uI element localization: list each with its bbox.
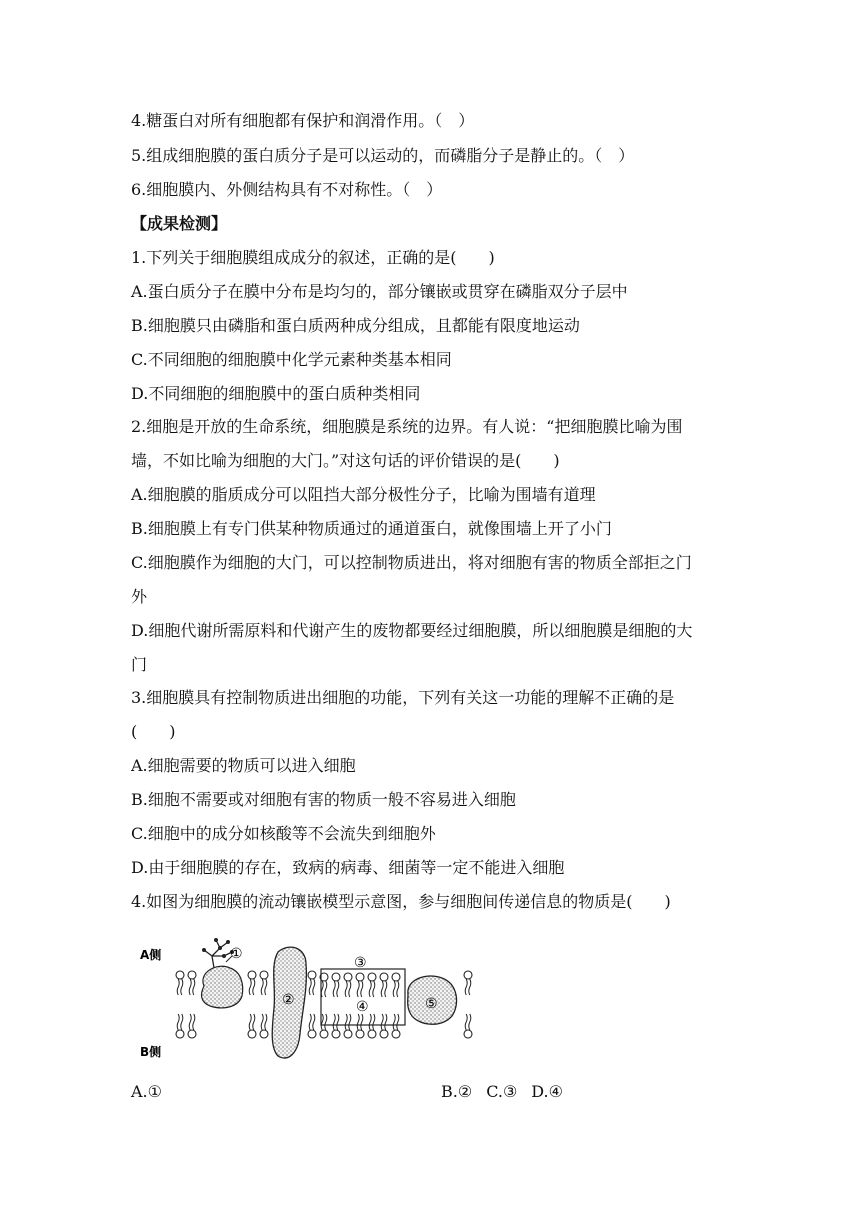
q2-stem-line-2: 墙，不如比喻为细胞的大门。”对这句话的评价错误的是( ) xyxy=(131,451,560,470)
phospholipid-head xyxy=(248,1030,256,1038)
q4-stem: 4.如图为细胞膜的流动镶嵌模型示意图，参与细胞间传递信息的物质是( ) xyxy=(131,892,671,911)
phospholipid-tail xyxy=(177,979,179,995)
phospholipid-tail xyxy=(397,981,399,997)
phospholipid-head xyxy=(392,973,400,981)
phospholipid-tail xyxy=(349,981,351,997)
phospholipid-tail xyxy=(369,1014,371,1030)
phospholipid-tail xyxy=(357,1014,359,1030)
phospholipid-head xyxy=(368,1030,376,1038)
phospholipid-tail xyxy=(381,1014,383,1030)
q1-option-b: B.细胞膜只由磷脂和蛋白质两种成分组成，且都能有限度地运动 xyxy=(131,316,580,335)
phospholipid-head xyxy=(368,973,376,981)
side-b-label: B侧 xyxy=(140,1045,162,1059)
phospholipid-tail xyxy=(337,1014,339,1030)
q1-stem: 1.下列关于细胞膜组成成分的叙述，正确的是( ) xyxy=(131,248,495,267)
phospholipid-tail xyxy=(313,1014,315,1030)
phospholipid-head xyxy=(188,971,196,979)
side-a-label: A侧 xyxy=(140,948,162,962)
phospholipid-tail xyxy=(469,1014,471,1030)
phospholipid-head xyxy=(380,1030,388,1038)
phospholipid-tail xyxy=(265,979,267,995)
q4-option-d: D.④ xyxy=(531,1082,563,1101)
phospholipid-tail xyxy=(181,1014,183,1030)
phospholipid-head xyxy=(320,1030,328,1038)
phospholipid-tail xyxy=(465,979,467,995)
phospholipid-head xyxy=(332,973,340,981)
q4-options-bcd xyxy=(441,1082,577,1102)
phospholipid-tail xyxy=(181,979,183,995)
phospholipid-tail xyxy=(381,981,383,997)
q2-option-c-cont: 外 xyxy=(131,587,148,606)
q4-option-c: C.③ xyxy=(486,1082,518,1101)
label-2: ② xyxy=(282,992,295,1008)
q3-stem-line-2: ( ) xyxy=(131,722,176,741)
q3-option-d: D.由于细胞膜的存在，致病的病毒、细菌等一定不能进入细胞 xyxy=(131,858,565,877)
phospholipid-tail xyxy=(253,979,255,995)
phospholipid-tail xyxy=(333,981,335,997)
phospholipid-tail xyxy=(249,1014,251,1030)
phospholipid-head xyxy=(464,1030,472,1038)
label-3: ③ xyxy=(354,955,367,971)
phospholipid-head xyxy=(344,973,352,981)
statement-6: 6.细胞膜内、外侧结构具有不对称性。（ ） xyxy=(131,180,443,199)
phospholipid-tail xyxy=(309,979,311,995)
q3-option-c: C.细胞中的成分如核酸等不会流失到细胞外 xyxy=(131,824,436,843)
phospholipid-tail xyxy=(345,1014,347,1030)
q1-option-c: C.不同细胞的细胞膜中化学元素种类基本相同 xyxy=(131,350,452,369)
phospholipid-head xyxy=(344,1030,352,1038)
phospholipid-tail xyxy=(309,1014,311,1030)
q2-option-c: C.细胞膜作为细胞的大门，可以控制物质进出，将对细胞有害的物质全部拒之门 xyxy=(131,553,692,572)
statement-4: 4.糖蛋白对所有细胞都有保护和润滑作用。（ ） xyxy=(131,111,475,130)
phospholipid-tail xyxy=(369,981,371,997)
q2-stem-line-1: 2.细胞是开放的生命系统，细胞膜是系统的边界。有人说：“把细胞膜比喻为围 xyxy=(131,417,683,436)
q4-option-a: A.① xyxy=(131,1082,162,1101)
q1-option-a: A.蛋白质分子在膜中分布是均匀的，部分镶嵌或贯穿在磷脂双分子层中 xyxy=(131,282,628,301)
phospholipid-tail xyxy=(465,1014,467,1030)
phospholipid-tail xyxy=(397,1014,399,1030)
statement-5: 5.组成细胞膜的蛋白质分子是可以运动的，而磷脂分子是静止的。（ ） xyxy=(131,146,635,165)
label-5: ⑤ xyxy=(425,996,438,1012)
phospholipid-tail xyxy=(261,979,263,995)
phospholipid-head xyxy=(380,973,388,981)
q2-option-d: D.细胞代谢所需原料和代谢产生的废物都要经过细胞膜，所以细胞膜是细胞的大 xyxy=(131,621,693,640)
phospholipid-head xyxy=(356,1030,364,1038)
section-title: 【成果检测】 xyxy=(131,214,228,233)
phospholipid-head xyxy=(176,1030,184,1038)
q3-stem-line-1: 3.细胞膜具有控制物质进出细胞的功能，下列有关这一功能的理解不正确的是 xyxy=(131,688,675,707)
label-1: ① xyxy=(230,946,243,962)
phospholipid-head xyxy=(332,1030,340,1038)
phospholipid-tail xyxy=(393,1014,395,1030)
q4-option-b: B.② xyxy=(441,1082,473,1101)
phospholipid-tail xyxy=(265,1014,267,1030)
phospholipid-tail xyxy=(325,1014,327,1030)
phospholipid-tail xyxy=(393,981,395,997)
phospholipid-tail xyxy=(325,981,327,997)
phospholipid-tail xyxy=(385,981,387,997)
phospholipid-tail xyxy=(345,981,347,997)
phospholipid-tail xyxy=(385,1014,387,1030)
phospholipid-head xyxy=(356,973,364,981)
phospholipid-tail xyxy=(261,1014,263,1030)
phospholipid-head xyxy=(260,1030,268,1038)
phospholipid-tail xyxy=(337,981,339,997)
phospholipid-head xyxy=(248,971,256,979)
phospholipid-tail xyxy=(189,979,191,995)
phospholipid-tail xyxy=(193,979,195,995)
phospholipid-tail xyxy=(349,1014,351,1030)
phospholipid-tail xyxy=(469,979,471,995)
phospholipid-tail xyxy=(333,1014,335,1030)
q2-option-a: A.细胞膜的脂质成分可以阻挡大部分极性分子，比喻为围墙有道理 xyxy=(131,485,596,504)
phospholipid-head xyxy=(308,971,316,979)
phospholipid-tail xyxy=(177,1014,179,1030)
phospholipid-tail xyxy=(249,979,251,995)
phospholipid-tail xyxy=(189,1014,191,1030)
phospholipid-tail xyxy=(361,981,363,997)
phospholipid-tail xyxy=(313,979,315,995)
phospholipid-tail xyxy=(373,1014,375,1030)
phospholipid-head xyxy=(392,1030,400,1038)
q2-option-b: B.细胞膜上有专门供某种物质通过的通道蛋白，就像围墙上开了小门 xyxy=(131,519,612,538)
phospholipid-tail xyxy=(193,1014,195,1030)
phospholipid-tail xyxy=(253,1014,255,1030)
q3-option-a: A.细胞需要的物质可以进入细胞 xyxy=(131,756,356,775)
phospholipid-head xyxy=(308,1030,316,1038)
phospholipid-head xyxy=(188,1030,196,1038)
phospholipid-head xyxy=(176,971,184,979)
membrane-diagram xyxy=(138,938,478,1068)
phospholipid-head xyxy=(260,971,268,979)
phospholipid-tail xyxy=(373,981,375,997)
phospholipid-tail xyxy=(357,981,359,997)
q2-option-d-cont: 门 xyxy=(131,655,148,674)
q3-option-b: B.细胞不需要或对细胞有害的物质一般不容易进入细胞 xyxy=(131,790,516,809)
label-4: ④ xyxy=(356,999,369,1015)
phospholipid-head xyxy=(464,971,472,979)
q1-option-d: D.不同细胞的细胞膜中的蛋白质种类相同 xyxy=(131,384,421,403)
phospholipid-tail xyxy=(361,1014,363,1030)
